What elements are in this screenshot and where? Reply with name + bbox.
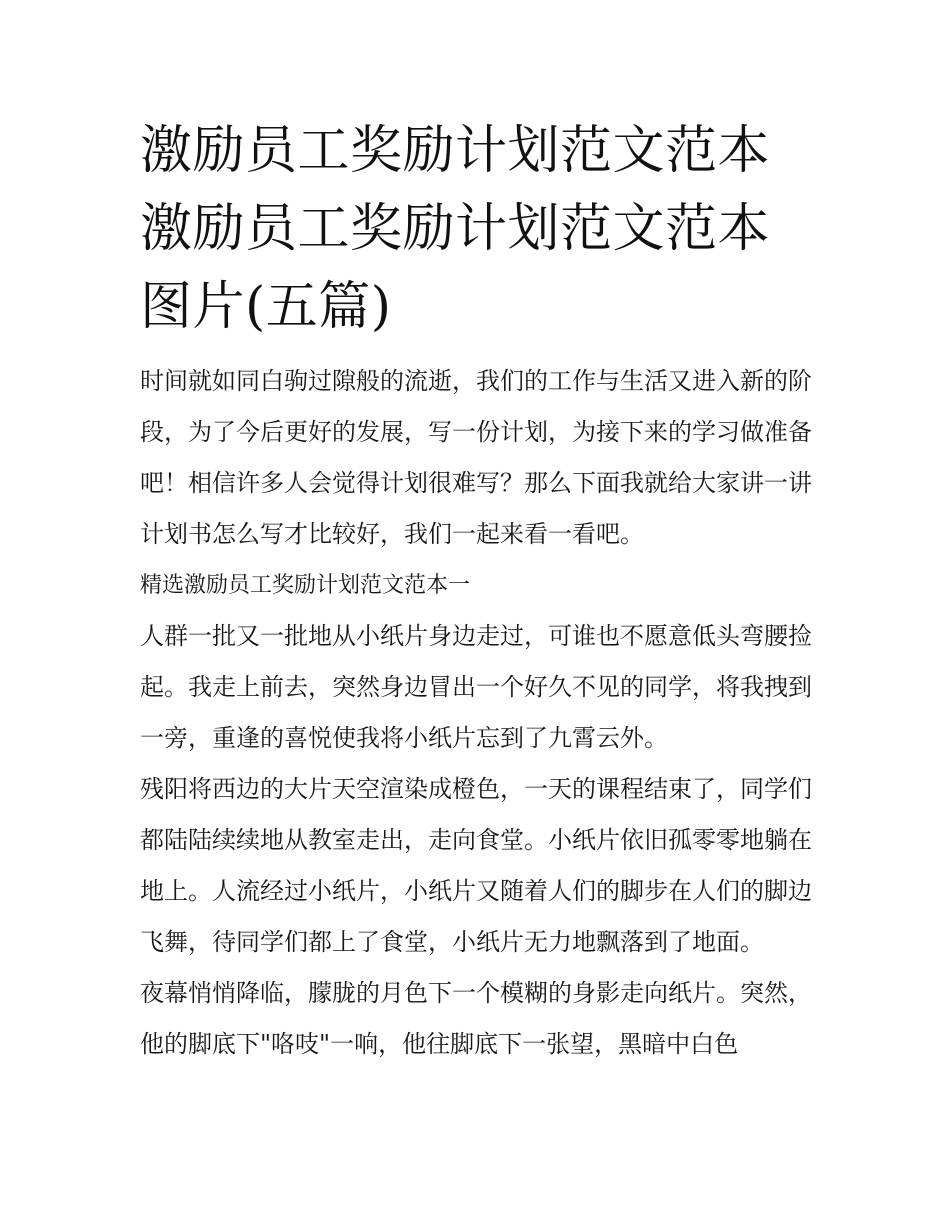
document-page [140,112,812,1070]
body-paragraph: 残阳将西边的大片天空渲染成橙色，一天的课程结束了，同学们都陆陆续续地从教室走出，走向食堂。小纸片依旧孤零零地躺在地上。人流经过小纸片，小纸片又随着人们的脚步在人们的脚边飞舞，待同学们都上了食堂，小纸片无力地飘落到了地面。 [140,775,812,956]
body-paragraph: 夜幕悄悄降临，朦胧的月色下一个模糊的身影走向纸片。突然，他的脚底下"咯吱"一响，他往脚底下一张望，黑暗中白色 [140,979,812,1058]
body-paragraph: 人群一批又一批地从小纸片身边走过，可谁也不愿意低头弯腰捡起。我走上前去，突然身边冒出一个好久不见的同学，将我拽到一旁，重逢的喜悦使我将小纸片忘到了九霄云外。 [140,622,812,752]
document-title: 激励员工奖励计划范文范本 激励员工奖励计划范文范本图片(五篇) [140,121,771,337]
section-heading: 精选激励员工奖励计划范文范本一 [140,573,471,598]
intro-paragraph: 时间就如同白驹过隙般的流逝，我们的工作与生活又进入新的阶段，为了今后更好的发展，写一份计划，为接下来的学习做准备吧！相信许多人会觉得计划很难写？那么下面我就给大家讲一讲计划书怎么写才比较好，我们一起来看一看吧。 [140,367,812,548]
